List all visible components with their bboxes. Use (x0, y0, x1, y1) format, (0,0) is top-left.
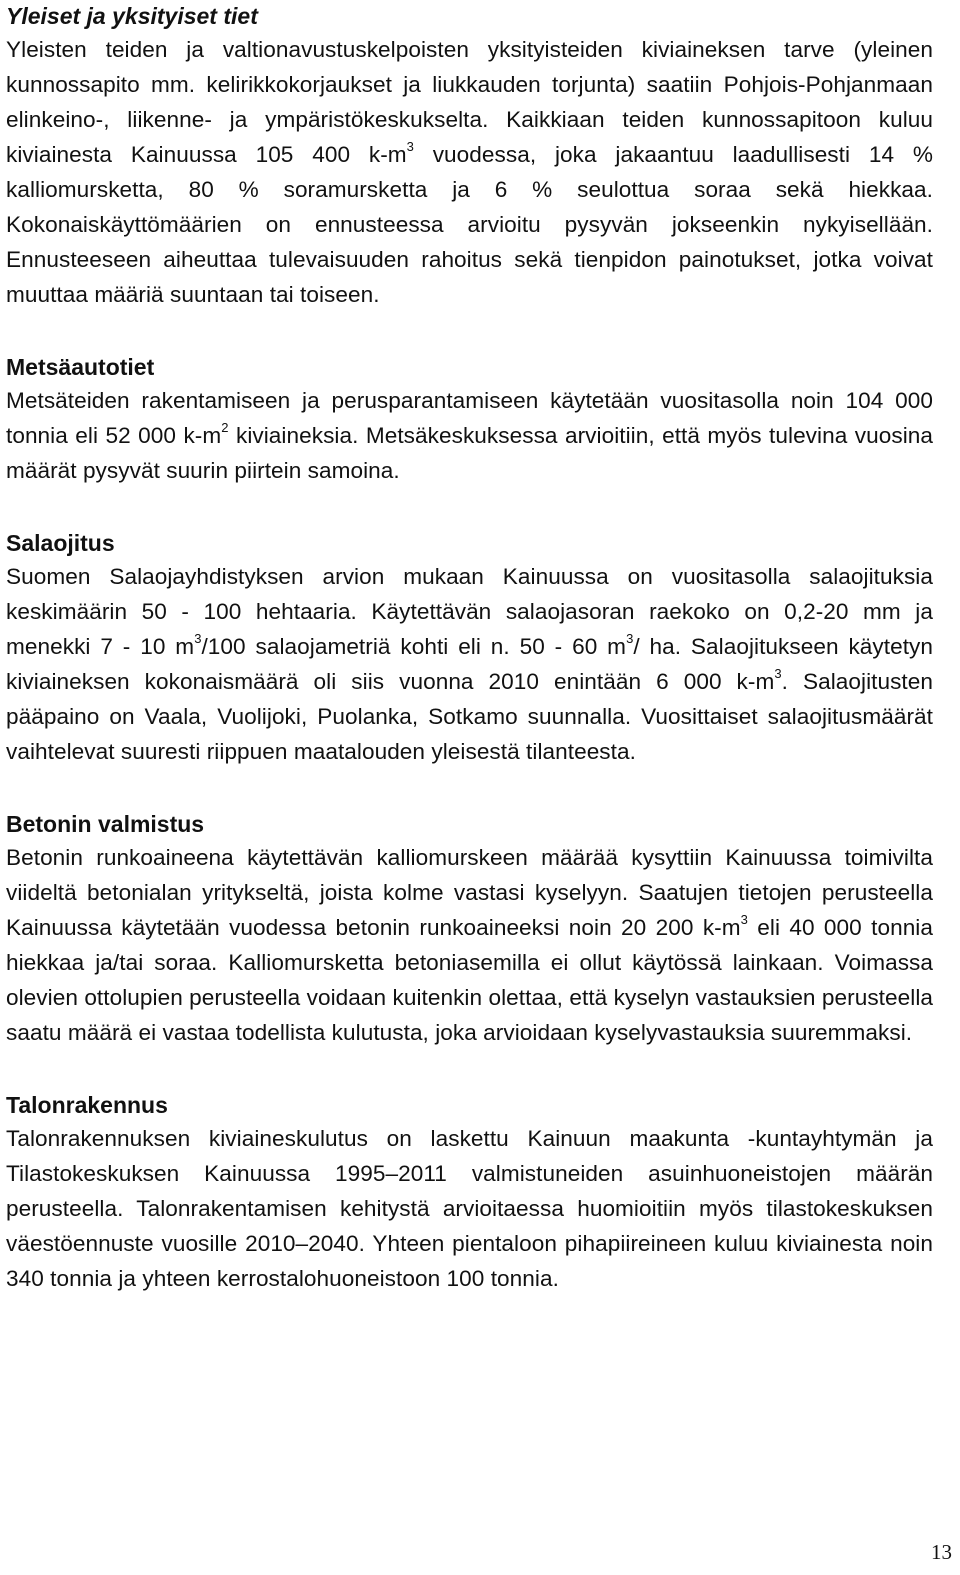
paragraph-text: Metsäteiden rakentamiseen ja perusparantamiseen käytetään vuositasolla noin 104 000 tonnia eli 52 000 k-m (6, 388, 933, 448)
paragraph-text: / ha. Salaojitukseen käytetyn kiviaineksen kokonaismäärä oli siis vuonna 2010 enintään 6 000 k-m (6, 634, 933, 694)
section-yleiset-ja-yksityiset-tiet (6, 0, 933, 312)
section-heading: Metsäautotiet (6, 354, 155, 380)
section-heading: Betonin valmistus (6, 811, 205, 837)
section-paragraph (6, 383, 933, 488)
document-page (6, 0, 933, 1296)
paragraph-text: Betonin runkoaineena käytettävän kalliomurskeen määrää kysyttiin Kainuussa toimivilta viideltä betonialan yritykseltä, joista kolme vastasi kyselyyn. Saatujen tietojen perusteella Kainuussa käytetään vuodessa betonin runkoaineeksi noin 20 200 k-m (6, 845, 933, 940)
superscript: 3 (194, 631, 202, 647)
paragraph-text: Yleisten teiden ja valtionavustuskelpoisten yksityisteiden kiviaineksen tarve (yleinen kunnossapito mm. kelirikkokorjaukset ja liukkauden torjunta) saatiin Pohjois-Pohjanmaan elinkeino-, liikenne- ja ympäristökeskukselta. Kaikkiaan teiden kunnossapitoon kuluu kiviainesta Kainuussa 105 400 k-m (6, 37, 933, 167)
paragraph-text: vuodessa, joka jakaantuu laadullisesti 14 % kalliomursketta, 80 % soramursketta ja 6 % seulottua soraa sekä hiekkaa. Kokonaiskäyttömäärien on ennusteessa arvioitu pysyvän jokseenkin nykyisellään. Ennusteeseen aiheuttaa tulevaisuuden rahoitus sekä tienpidon painotukset, jotka voivat muuttaa määriä suuntaan tai toiseen. (6, 142, 933, 307)
section-paragraph (6, 840, 933, 1050)
section-talonrakennus (6, 1089, 933, 1296)
section-paragraph (6, 32, 933, 312)
paragraph-text: kiviaineksia. Metsäkeskuksessa arvioitiin, että myös tulevina vuosina määrät pysyvät suurin piirtein samoina. (6, 423, 933, 483)
superscript: 3 (740, 912, 748, 928)
paragraph-text: eli 40 000 tonnia hiekkaa ja/tai soraa. Kalliomursketta betoniasemilla ei ollut käytössä lainkaan. Voimassa olevien ottolupien perusteella voidaan kuitenkin olettaa, että kyselyn vastauksien perusteella saatu määrä ei vastaa todellista kulutusta, joka arvioidaan kyselyvastauksia suuremmaksi. (6, 915, 933, 1045)
paragraph-text: Suomen Salaojayhdistyksen arvion mukaan Kainuussa on vuositasolla salaojituksia keskimäärin 50 - 100 hehtaaria. Käytettävän salaojasoran raekoko on 0,2-20 mm ja menekki 7 - 10 m (6, 564, 933, 659)
superscript: 3 (626, 631, 634, 647)
superscript: 2 (221, 420, 229, 436)
section-paragraph (6, 1121, 933, 1296)
section-heading: Yleiset ja yksityiset tiet (6, 3, 258, 29)
section-heading: Talonrakennus (6, 1092, 168, 1118)
paragraph-text: Talonrakennuksen kiviaineskulutus on laskettu Kainuun maakunta -kuntayhtymän ja Tilastokeskuksen Kainuussa 1995–2011 valmistuneiden asuinhuoneistojen määrän perusteella. Talonrakentamisen kehitystä arvioitaessa huomioitiin myös tilastokeskuksen väestöennuste vuosille 2010–2040. Yhteen pientaloon pihapiireineen kuluu kiviainesta noin 340 tonnia ja yhteen kerrostalohuoneistoon 100 tonnia. (6, 1126, 933, 1291)
section-betonin-valmistus (6, 808, 933, 1050)
paragraph-text: /100 salaojametriä kohti eli n. 50 - 60 m (201, 634, 627, 659)
section-heading: Salaojitus (6, 530, 115, 556)
superscript: 3 (406, 139, 414, 155)
section-metsaautotiet (6, 351, 933, 488)
page-number: 13 (931, 1540, 952, 1564)
superscript: 3 (774, 666, 782, 682)
section-salaojitus (6, 527, 933, 769)
paragraph-text: . Salaojitusten pääpaino on Vaala, Vuolijoki, Puolanka, Sotkamo suunnalla. Vuosittaiset salaojitusmäärät vaihtelevat suuresti riippuen maatalouden yleisestä tilanteesta. (6, 669, 933, 764)
section-paragraph (6, 559, 933, 769)
